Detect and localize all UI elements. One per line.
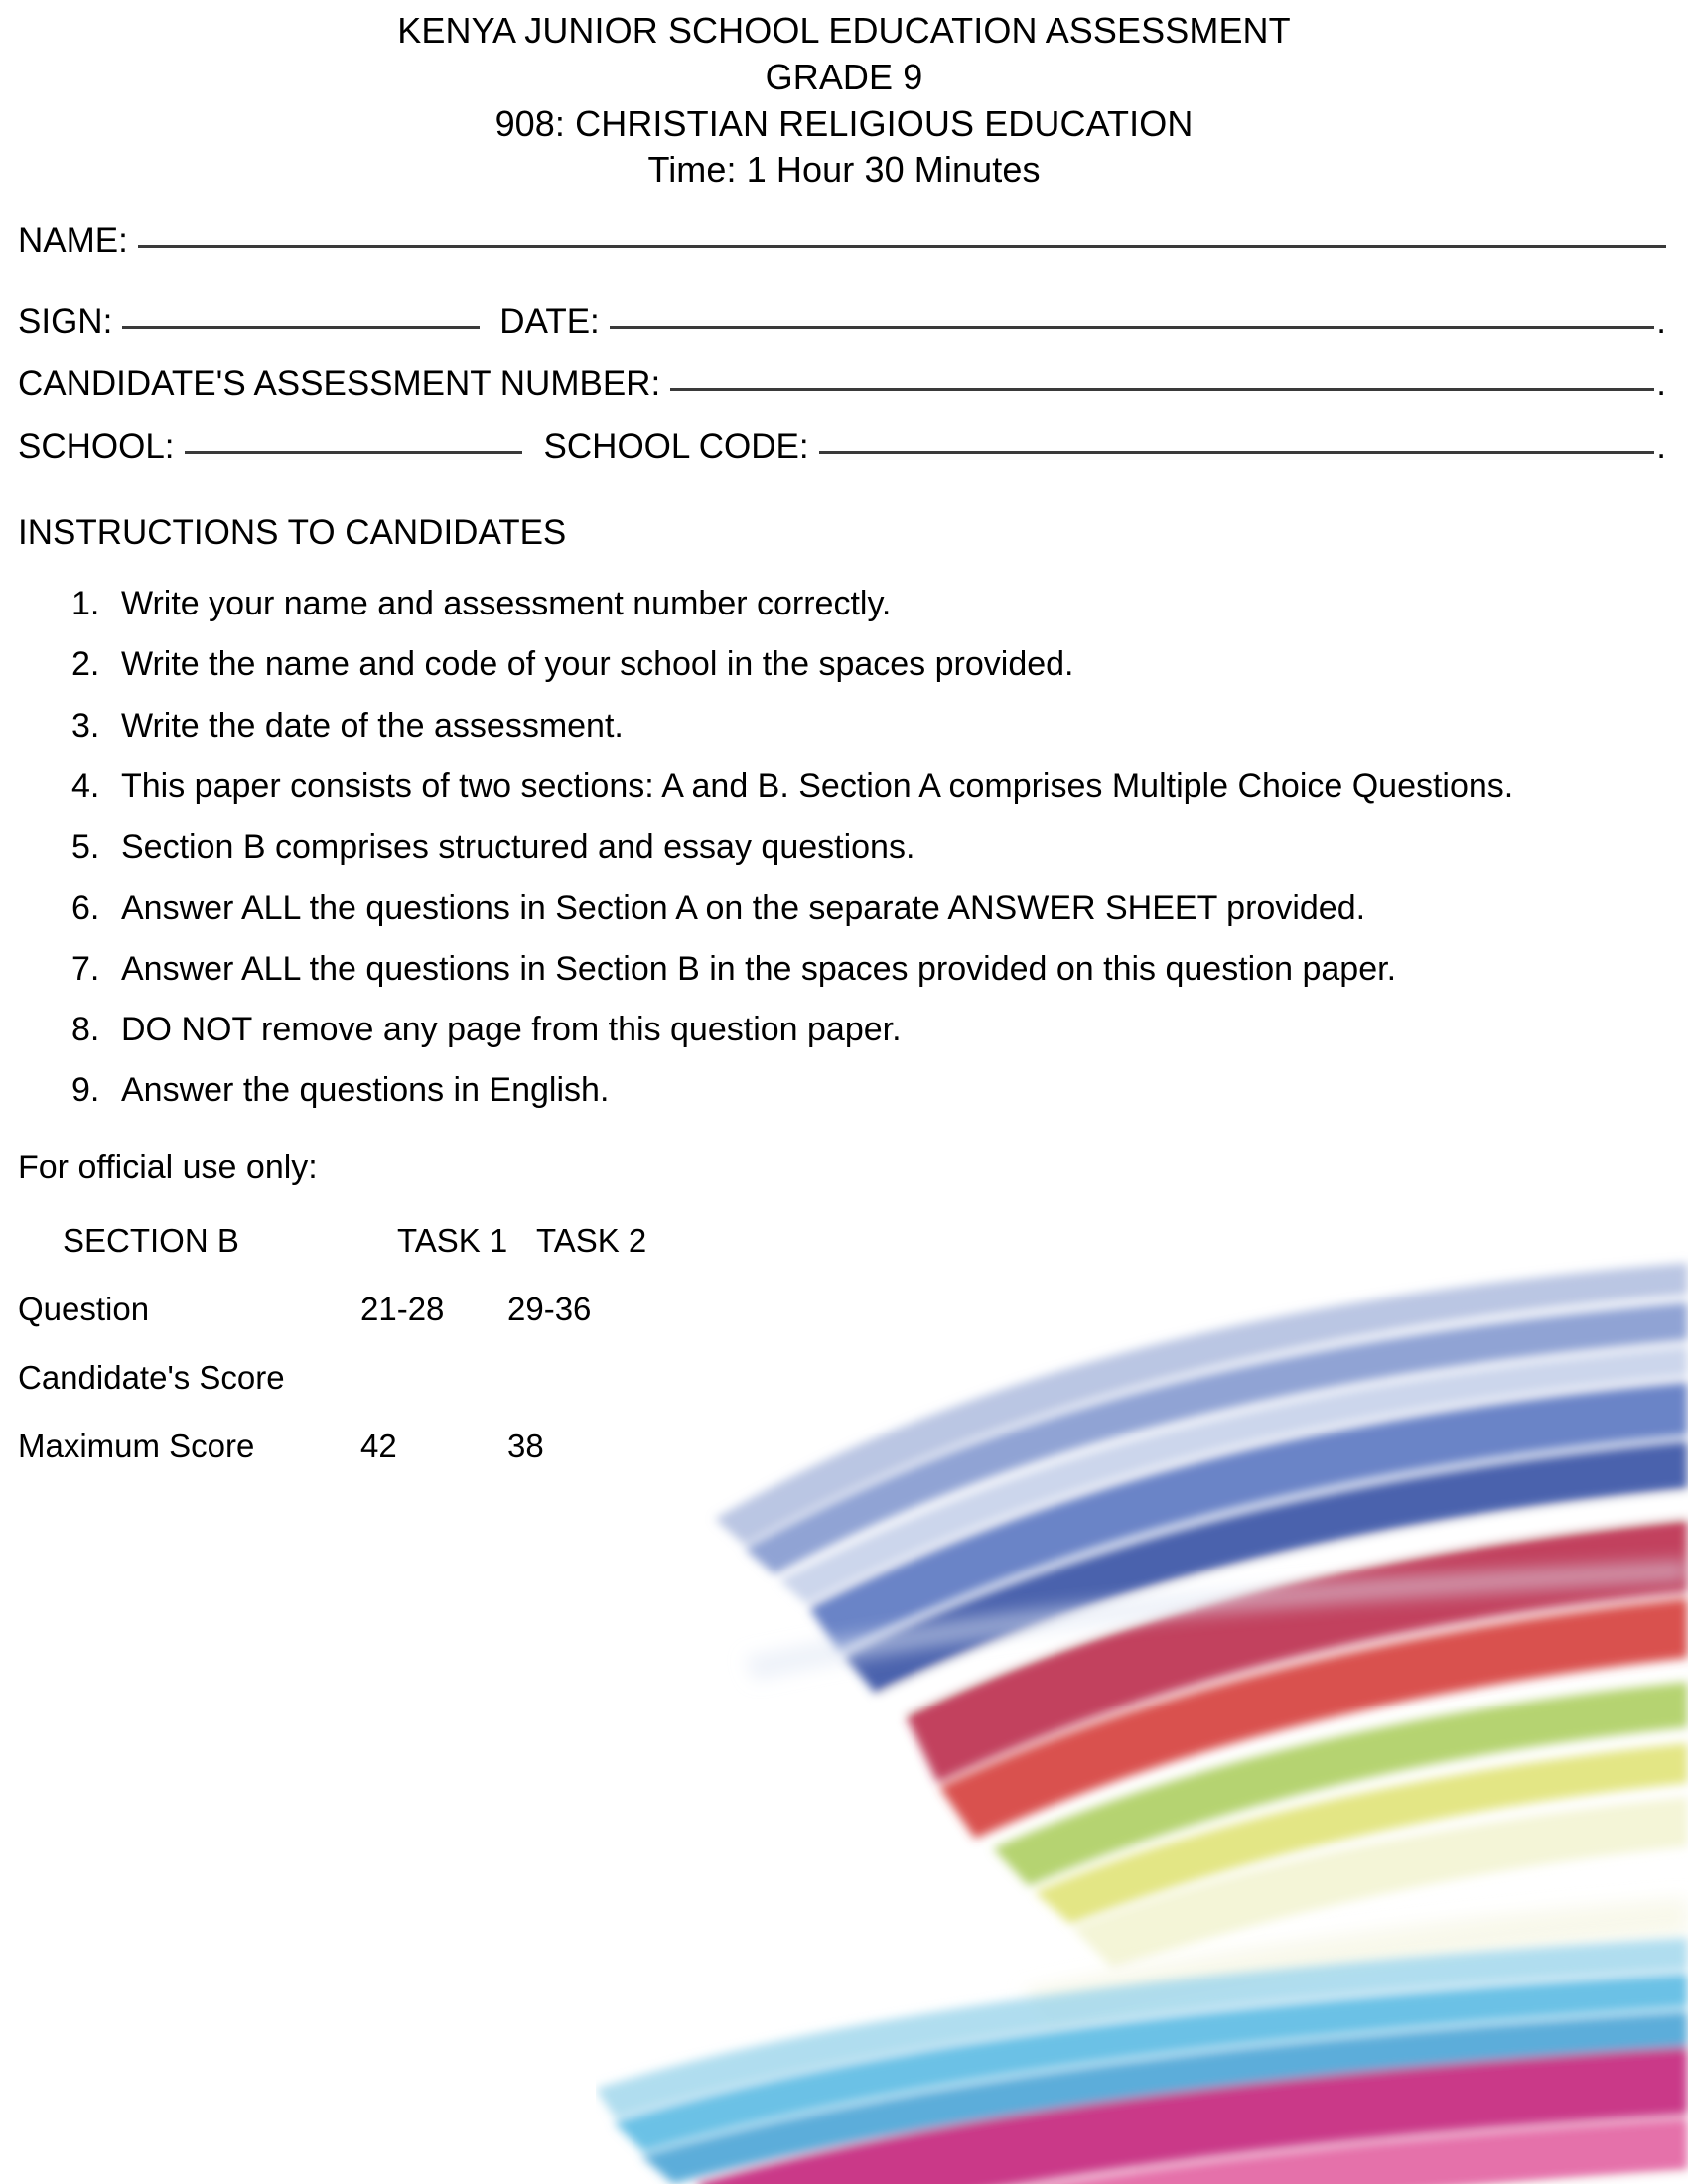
school-input[interactable] [185,451,522,454]
instruction-item: Section B comprises structured and essay questions. [121,828,915,867]
score-row-task1-value: 21-28 [360,1290,445,1327]
score-table-row-candidate-score [18,1358,1688,1396]
school-code-label: SCHOOL CODE: [543,427,809,467]
name-field-row [18,221,1666,261]
score-row-task2-value: 29-36 [507,1290,592,1327]
official-use-note: For official use only: [18,1148,318,1186]
candidate-number-label: CANDIDATE'S ASSESSMENT NUMBER: [18,364,661,404]
instruction-item: Write your name and assessment number correctly. [121,585,892,623]
school-row-terminator: . [1656,427,1666,467]
school-field-row [18,427,1666,467]
header-line-organisation: KENYA JUNIOR SCHOOL EDUCATION ASSESSMENT [397,10,1291,51]
header-line-time: Time: 1 Hour 30 Minutes [647,149,1041,191]
score-row-task1-value: 42 [360,1427,397,1464]
instructions-heading: INSTRUCTIONS TO CANDIDATES [18,513,567,553]
score-table-header-task2: TASK 2 [536,1221,647,1259]
instruction-item: Answer ALL the questions in Section B in the spaces provided on this question paper. [121,949,1397,988]
name-input[interactable] [138,245,1666,248]
date-input[interactable] [610,326,1654,329]
instruction-item: Write the date of the assessment. [121,706,624,745]
name-label: NAME: [18,221,128,261]
score-table-row-question [18,1290,1688,1327]
instruction-item: Answer ALL the questions in Section A on the separate ANSWER SHEET provided. [121,888,1366,927]
candidate-number-input[interactable] [670,388,1654,391]
instruction-item: This paper consists of two sections: A and B. Section A comprises Multiple Choice Questions. [121,766,1514,805]
score-row-task2-value: 38 [507,1427,544,1464]
school-code-input[interactable] [819,451,1655,454]
instruction-item: DO NOT remove any page from this question paper. [121,1011,902,1049]
sign-label: SIGN: [18,302,113,341]
score-table-header-section: SECTION B [63,1221,239,1259]
score-table-row-maximum-score [18,1427,1688,1464]
score-table-header-row [18,1221,1688,1259]
header-line-grade: GRADE 9 [765,56,923,97]
instruction-item: Answer the questions in English. [121,1071,610,1110]
score-table-header-task1: TASK 1 [397,1221,508,1259]
header-line-subject: 908: CHRISTIAN RELIGIOUS EDUCATION [494,102,1194,144]
score-row-label: Maximum Score [18,1427,255,1464]
sign-input[interactable] [122,326,480,329]
sign-date-field-row [18,304,1666,339]
school-label: SCHOOL: [18,427,175,467]
candidate-number-field-row [18,364,1666,404]
score-row-label: Candidate's Score [18,1358,285,1396]
date-label: DATE: [499,302,600,341]
candidate-number-row-terminator: . [1656,364,1666,404]
score-row-label: Question [18,1290,150,1327]
date-row-terminator: . [1656,302,1666,341]
candidate-details-fields [0,221,1688,467]
instruction-item: Write the name and code of your school in the spaces provided. [121,645,1074,684]
score-table [0,1221,1688,1464]
instructions-list [0,580,1688,1114]
page-header [0,0,1688,194]
